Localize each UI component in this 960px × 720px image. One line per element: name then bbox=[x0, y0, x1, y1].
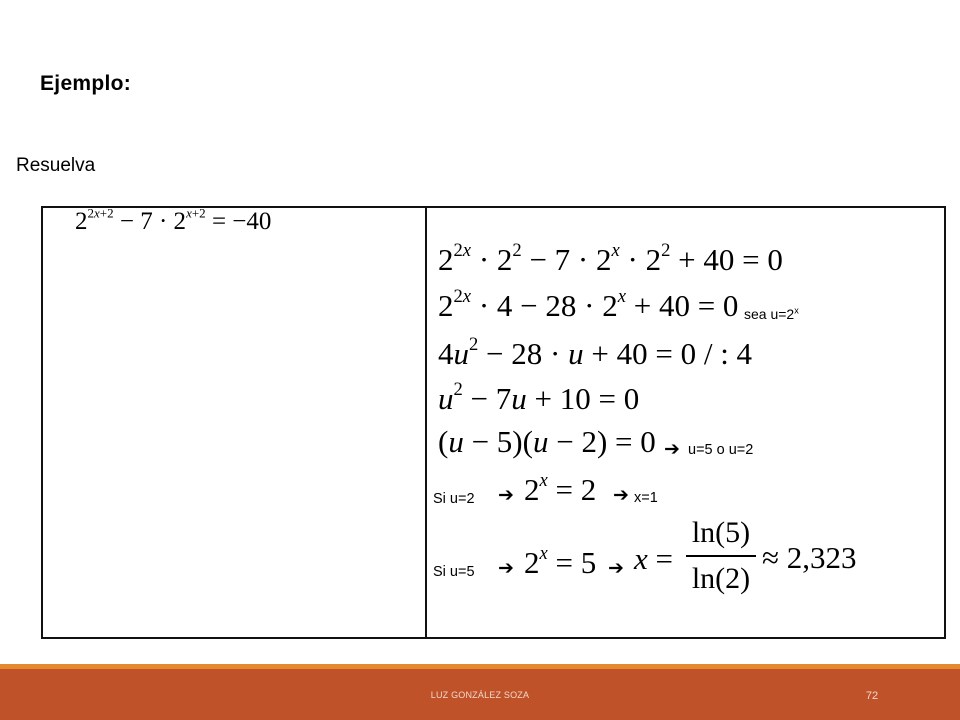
page-number: 72 bbox=[865, 690, 879, 702]
approx-result: ≈ 2,323 bbox=[762, 540, 857, 575]
fraction-denominator: ln(2) bbox=[691, 562, 751, 595]
problem-equation: $2^{2x+2} - 7 \cdot 2^{x+2} = -40$ bbox=[75, 205, 272, 235]
arrow-right-icon: ➔ bbox=[498, 557, 514, 579]
footer-author: LUZ GONZÁLEZ SOZA bbox=[430, 690, 530, 700]
solution-step-2: $2^{2x} \cdot 4 - 28 \cdot 2^x + 40 = 0$ bbox=[438, 286, 739, 323]
solution-step-3: $4u^2 - 28 \cdot u + 40 = 0$ / : 4 bbox=[438, 334, 753, 371]
table-column-divider bbox=[425, 206, 427, 639]
case-1-result: x=1 bbox=[634, 490, 658, 506]
slide-title: Ejemplo: bbox=[40, 72, 132, 95]
substitution-note: sea $u=2^x$ bbox=[744, 305, 799, 322]
arrow-right-icon: ➔ bbox=[613, 484, 629, 506]
instruction-text: Resuelva bbox=[16, 155, 96, 176]
arrow-right-icon: ➔ bbox=[664, 438, 680, 460]
arrow-right-icon: ➔ bbox=[608, 557, 624, 579]
case-2-label: Si u=5 bbox=[433, 564, 475, 580]
case-1-equation: $2^x = 2$ bbox=[524, 470, 597, 507]
case-1-label: Si u=2 bbox=[433, 491, 475, 507]
solution-step-4: $u^2 - 7u + 10 = 0$ bbox=[438, 379, 640, 416]
fraction-numerator: ln(5) bbox=[691, 516, 751, 549]
solution-step-1: $2^{2x} \cdot 2^2 - 7 \cdot 2^x \cdot 2^2 + 40 = 0$ bbox=[438, 240, 783, 277]
log-fraction bbox=[686, 515, 756, 597]
arrow-right-icon: ➔ bbox=[498, 484, 514, 506]
fraction-bar bbox=[686, 555, 756, 557]
solution-step-5: (u − 5)(u − 2) = 0 bbox=[438, 424, 656, 459]
case-2-equation: $2^x = 5$ bbox=[524, 543, 597, 580]
roots-note: u=5 o u=2 bbox=[688, 442, 754, 458]
case-2-x-equals: x = bbox=[634, 541, 673, 576]
